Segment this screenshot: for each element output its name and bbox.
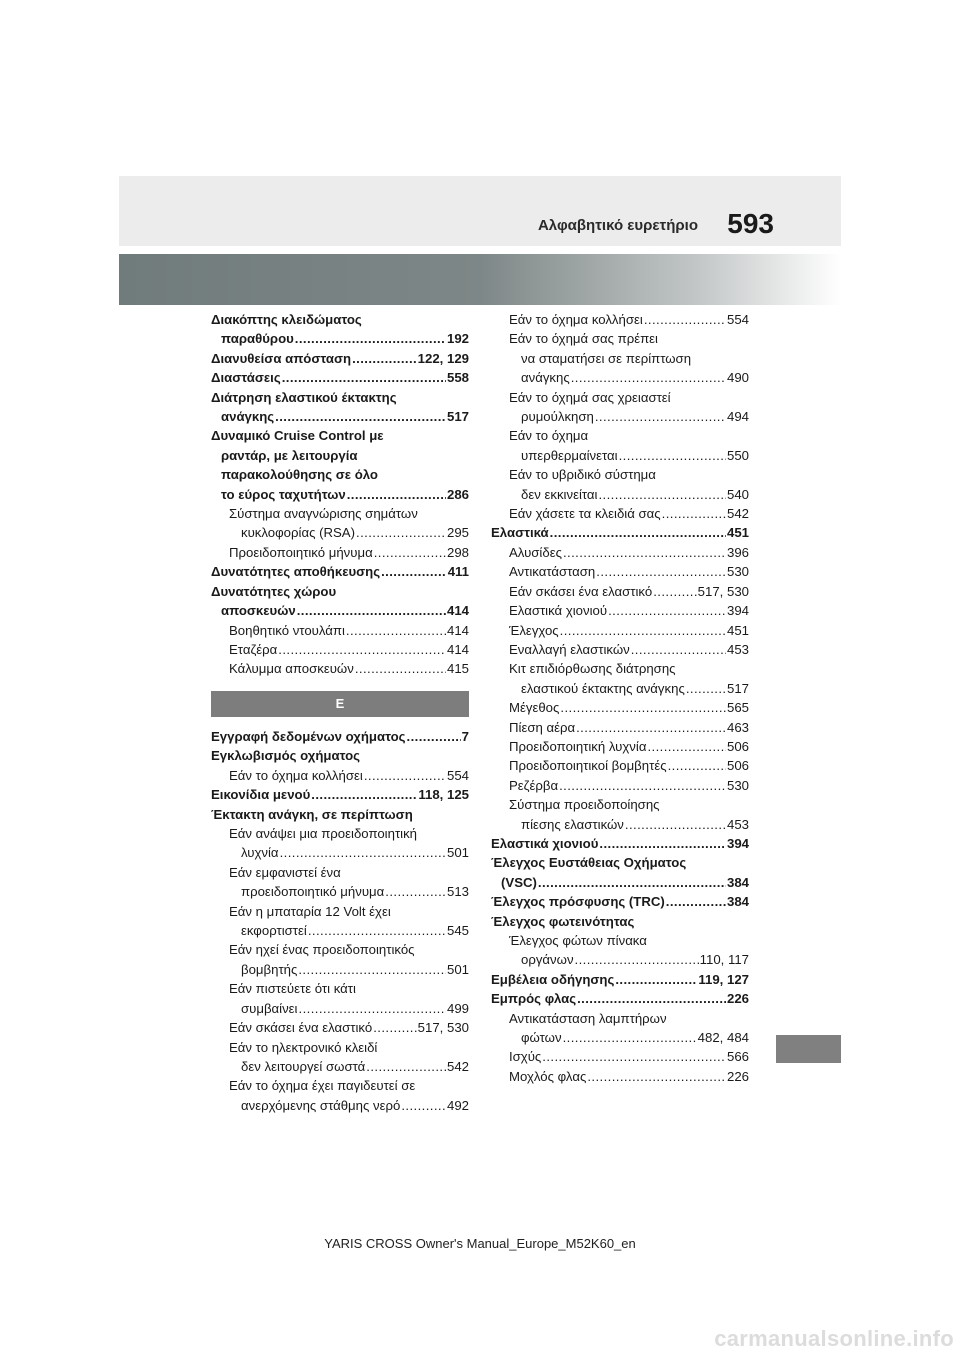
dot-leader [355,659,446,678]
dot-leader [282,368,446,387]
index-entry [211,785,469,804]
index-entry [211,979,469,1018]
dot-leader [599,834,726,853]
index-entry [491,640,749,659]
index-entry [491,582,749,601]
index-entry-term: να σταματήσει σε περίπτωση [521,350,692,366]
index-entry-page: 453 [726,816,749,832]
dot-leader [595,407,726,426]
index-entry-page: 494 [726,409,749,425]
index-entry-term: Δυνατότητες αποθήκευσης [211,564,381,580]
index-entry-term: Εάν σκάσει ένα ελαστικό [229,1020,373,1036]
index-entry-term: Ρεζέρβα [509,777,559,793]
index-entry-page: 517, 530 [417,1020,469,1036]
index-entry-term: Εάν το ηλεκτρονικό κλειδί [229,1039,378,1055]
dot-leader [662,504,726,523]
index-entry-page: 501 [446,845,469,861]
index-entry [491,931,749,970]
dot-leader [374,543,446,562]
index-entry [491,853,749,892]
dot-leader [356,523,446,542]
index-entry [211,824,469,863]
index-entry-page: 451 [726,525,749,541]
dot-leader [577,989,726,1008]
index-entry [491,1047,749,1066]
dot-leader [538,873,726,892]
index-entry [211,863,469,902]
index-entry [211,543,469,562]
index-entry-page: 453 [726,641,749,657]
index-entry [491,310,749,329]
index-entry-term: ρυμούλκηση [521,409,594,425]
index-entry-page: 110, 117 [699,952,749,968]
index-entry-term: Εάν το όχημά σας πρέπει [509,331,658,347]
index-entry [491,795,749,834]
index-entry-term: Πίεση αέρα [509,719,576,735]
index-column-left [211,310,469,679]
dot-leader [550,523,726,542]
index-entry-term: Εταζέρα [229,641,278,657]
dot-leader [625,815,726,834]
index-entry [211,582,469,621]
index-entry-term: Αντικατάσταση λαμπτήρων [509,1010,667,1026]
index-entry-term: Εάν το όχημα [509,428,589,444]
index-entry-term: Εμβέλεια οδήγησης [491,971,615,987]
index-entry [491,388,749,427]
index-entry-term: Εγγραφή δεδομένων οχήματος [211,729,406,744]
index-entry-term: Σύστημα αναγνώρισης σημάτων [229,506,418,522]
index-entry [491,601,749,620]
index-entry-page: 554 [446,767,469,783]
index-entry-page: 226 [726,991,749,1007]
index-entry-page: 122, 129 [417,350,469,366]
index-entry [211,640,469,659]
index-entry-term: Έλεγχος Ευστάθειας Οχήματος [491,855,687,871]
index-entry-term: Εμπρός φλας [491,991,577,1007]
dot-leader [571,368,726,387]
index-entry-term: Εάν ηχεί ένας προειδοποιητικός [229,942,415,958]
index-entry-term: βομβητής [241,961,298,977]
index-entry-term: Έλεγχος φώτων πίνακα [509,933,647,948]
index-entry-page: 286 [446,486,469,502]
dot-leader [347,485,446,504]
dot-leader [575,950,699,969]
index-entry-page: 565 [726,700,749,716]
index-entry-term: Μέγεθος [509,700,560,716]
index-entry-term: ανάγκης [221,409,275,425]
dot-leader [563,543,726,562]
index-entry [211,562,469,581]
index-entry-term: Εάν το όχημα κολλήσει [229,767,363,783]
index-entry [491,621,749,640]
index-entry-term: Διακόπτης κλειδώματος [211,312,362,327]
dot-leader [346,621,446,640]
index-entry-term: Εάν το όχημά σας χρειαστεί [509,389,671,405]
index-entry-page: 7 [461,729,469,744]
index-entry-page: 506 [726,738,749,754]
index-entry [211,659,469,678]
index-entry-page: 554 [726,312,749,327]
index-entry-term: Ελαστικά χιονιού [491,835,599,851]
index-entry-page: 295 [446,525,469,541]
letter-section-header: Ε [211,691,469,717]
index-entry-page: 192 [446,331,469,347]
index-entry-page: 530 [726,564,749,580]
dot-leader [608,601,726,620]
index-entry-term: φώτων [521,1030,562,1046]
dot-leader [311,785,417,804]
index-entry [491,465,749,504]
dot-leader [644,310,726,329]
index-entry [491,912,749,931]
dot-leader [297,601,446,620]
dot-leader [385,882,446,901]
index-entry-page: 415 [446,661,469,677]
page-number: 593 [727,208,774,239]
index-entry-term: Δυναμικό Cruise Control με [211,428,384,444]
index-entry [491,756,749,775]
index-entry [211,426,469,504]
index-entry [211,940,469,979]
index-entry-term: παραθύρου [221,331,294,347]
index-column-right [491,310,749,1086]
index-entry-term: Διαστάσεις [211,370,281,386]
index-entry [211,1076,469,1115]
index-entry-page: 451 [726,622,749,638]
index-entry-page: 411 [447,564,469,580]
index-entry-term: αποσκευών [221,603,296,619]
dot-leader [666,892,726,911]
dot-leader [295,329,446,348]
dot-leader [668,756,726,775]
dot-leader [631,640,726,659]
index-entry-page: 384 [726,894,749,910]
index-entry-term: συμβαίνει [241,1000,298,1016]
index-entry [491,562,749,581]
index-entry-term: Έκτακτη ανάγκη, σε περίπτωση [211,806,413,822]
index-entry-term: Έλεγχος πρόσφυσης (TRC) [491,894,665,910]
index-entry-term: πίεσης ελαστικών [521,816,624,832]
index-entry [491,329,749,387]
watermark: carmanualsonline.info [714,1326,954,1351]
index-entry-term: Εάν ανάψει μια προειδοποιητική [229,826,418,842]
index-entry-term: το εύρος ταχυτήτων [221,486,346,502]
index-entry [211,388,469,427]
index-entry [491,834,749,853]
dot-leader [560,698,726,717]
index-entry [491,523,749,542]
index-entry [211,805,469,824]
index-entry [211,766,469,785]
index-entry [211,902,469,941]
section-title: Αλφαβητικό ευρετήριο [537,217,698,234]
index-entry-page: 482, 484 [697,1030,749,1046]
index-entry-page: 501 [446,961,469,977]
dot-leader [308,921,446,940]
index-entry [211,621,469,640]
index-entry-term: δεν εκκινείται [521,486,598,502]
index-entry-term: Ελαστικά χιονιού [509,603,608,619]
index-entry-term: Διανυθείσα απόσταση [211,350,352,366]
index-entry-term: Εάν η μπαταρία 12 Volt έχει [229,903,391,919]
index-entry-term: Έλεγχος φωτεινότητας [491,913,635,929]
index-entry-page: 558 [446,370,469,386]
index-entry-term: Ισχύς [509,1049,542,1065]
index-entry-term: Έλεγχος [509,622,559,638]
index-entry [491,776,749,795]
index-entry [211,349,469,368]
index-entry-term: (VSC) [501,874,537,890]
index-entry-page: 396 [726,544,749,560]
index-entry [491,504,749,523]
index-entry-page: 298 [446,544,469,560]
index-entry-page: 226 [726,1068,749,1084]
index-entry [491,718,749,737]
index-entry-term: υπερθερμαίνεται [521,447,618,463]
index-entry [211,746,469,765]
dot-leader [275,407,446,426]
dot-leader [352,349,417,368]
index-entry [491,989,749,1008]
dot-leader [647,737,726,756]
index-entry-page: 414 [446,603,469,619]
index-entry [491,426,749,465]
index-entry-page: 530 [726,777,749,793]
index-entry-term: Δυνατότητες χώρου [211,583,337,599]
index-entry-term: Κιτ επιδιόρθωσης διάτρησης [509,661,676,677]
index-entry-page: 542 [726,506,749,522]
index-entry [211,504,469,543]
index-entry-term: Προειδοποιητικοί βομβητές [509,758,667,774]
index-entry-page: 414 [446,641,469,657]
index-entry-page: 517 [726,680,749,696]
dot-leader [615,970,697,989]
index-entry-term: δεν λειτουργεί σωστά [241,1058,366,1074]
index-entry [491,1009,749,1048]
dot-leader [278,640,446,659]
dot-leader [653,582,696,601]
dot-leader [366,1057,446,1076]
index-entry-page: 119, 127 [698,971,749,987]
dot-leader [364,766,446,785]
dot-leader [280,843,446,862]
index-entry-page: 506 [726,758,749,774]
dot-leader [596,562,726,581]
dot-leader [542,1047,726,1066]
index-entry-page: 540 [726,486,749,502]
index-entry [211,1018,469,1037]
index-entry-term: Ελαστικά [491,525,549,541]
index-entry-term: προειδοποιητικό μήνυμα [241,884,385,900]
side-index-tab [776,1035,841,1063]
index-entry-page: 394 [726,835,749,851]
index-entry [491,698,749,717]
index-entry-term: κυκλοφορίας (RSA) [241,525,355,541]
index-entry [211,727,469,746]
index-entry-term: Αντικατάσταση [509,564,596,580]
index-entry-term: Εάν το υβριδικό σύστημα [509,467,656,483]
dot-leader [619,446,726,465]
index-entry-term: Εγκλωβισμός οχήματος [211,748,361,764]
index-entry-term: ραντάρ, με λειτουργία [221,447,358,463]
dot-leader [407,727,461,746]
index-entry-term: Προειδοποιητική λυχνία [509,738,647,754]
dot-leader [559,776,726,795]
index-entry-term: Εάν πιστεύετε ότι κάτι [229,981,356,997]
index-entry-term: Εάν σκάσει ένα ελαστικό [509,583,653,599]
dot-leader [587,1067,726,1086]
index-entry-term: Προειδοποιητικό μήνυμα [229,544,373,560]
index-column-left-bottom [211,727,469,1115]
index-entry-page: 463 [726,719,749,735]
index-entry [491,892,749,911]
index-entry-term: ελαστικού έκτακτης ανάγκης [521,680,685,696]
index-entry-term: Διάτρηση ελαστικού έκτακτης [211,389,397,405]
index-entry-page: 545 [446,923,469,939]
index-entry [491,1067,749,1086]
index-entry-term: παρακολούθησης σε όλο [221,467,378,483]
index-entry [211,1038,469,1077]
index-entry-term: Κάλυμμα αποσκευών [229,661,354,677]
index-entry-page: 517, 530 [697,583,749,599]
index-entry-term: Αλυσίδες [509,544,562,560]
index-entry-page: 499 [446,1000,469,1016]
index-entry-term: λυχνία [241,845,279,861]
index-entry-page: 566 [726,1049,749,1065]
index-entry [491,970,749,989]
index-entry-term: εκφορτιστεί [241,923,307,939]
index-entry [491,659,749,698]
index-entry-term: Εικονίδια μενού [211,787,311,803]
index-entry-term: ανερχόμενης στάθμης νερό [241,1097,401,1113]
dot-leader [686,679,726,698]
footer-manual-title: YARIS CROSS Owner's Manual_Europe_M52K60_en [324,1236,636,1251]
index-entry-page: 384 [726,874,749,890]
index-entry-term: Μοχλός φλας [509,1068,587,1084]
dot-leader [563,1028,697,1047]
index-entry-page: 542 [446,1058,469,1074]
index-entry-page: 517 [446,409,469,425]
header-gradient-bar [119,254,841,305]
dot-leader [560,621,726,640]
index-entry-term: Βοηθητικό ντουλάπι [229,622,345,638]
dot-leader [401,1096,446,1115]
dot-leader [298,960,446,979]
index-entry-page: 490 [726,370,749,386]
index-entry-term: Εάν χάσετε τα κλειδιά σας [509,506,661,522]
index-entry-term: Εάν το όχημα έχει παγιδευτεί σε [229,1078,416,1094]
index-entry [491,543,749,562]
index-entry-term: Εάν το όχημα κολλήσει [509,312,643,327]
dot-leader [598,485,726,504]
index-entry-term: Σύστημα προειδοποίησης [509,797,660,813]
dot-leader [576,718,726,737]
index-entry-term: ανάγκης [521,370,570,386]
index-entry-page: 414 [446,622,469,638]
index-entry-page: 118, 125 [418,787,469,803]
index-entry-term: οργάνων [521,952,574,968]
index-entry [211,310,469,349]
index-entry [491,737,749,756]
index-entry-page: 492 [446,1097,469,1113]
index-entry-term: Εάν εμφανιστεί ένα [229,864,341,880]
dot-leader [373,1018,416,1037]
index-entry-term: Εναλλαγή ελαστικών [509,641,630,657]
dot-leader [381,562,447,581]
dot-leader [299,999,446,1018]
index-entry-page: 550 [726,447,749,463]
index-entry [211,368,469,387]
index-entry-page: 394 [726,603,749,619]
index-entry-page: 513 [446,884,469,900]
